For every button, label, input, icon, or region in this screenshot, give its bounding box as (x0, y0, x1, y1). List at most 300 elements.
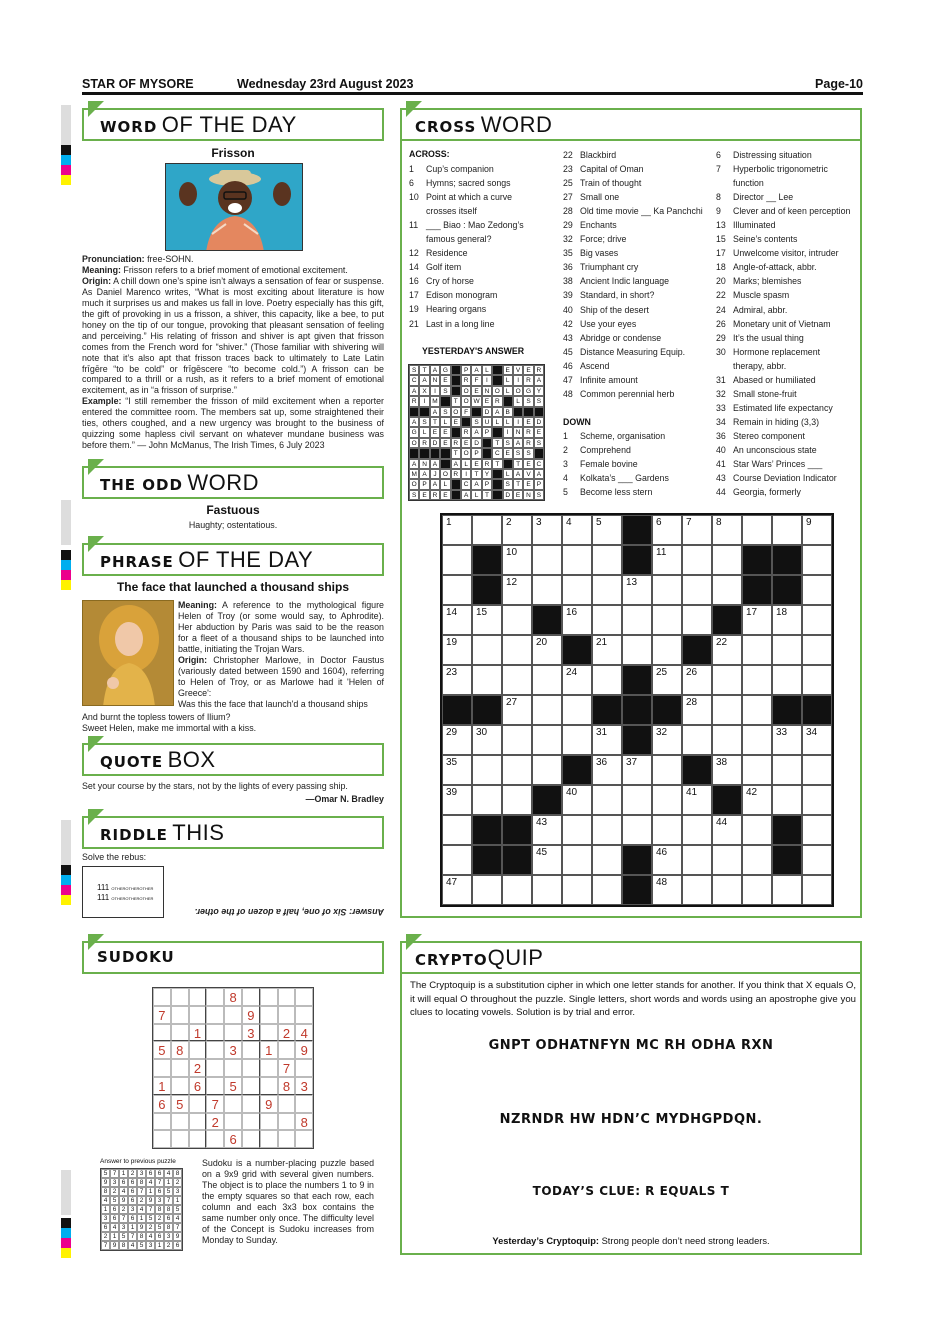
yesterday-letter: E (503, 365, 513, 375)
crossword-cell[interactable] (802, 815, 832, 845)
crossword-cell[interactable] (652, 575, 682, 605)
sudoku-empty-cell[interactable] (171, 988, 189, 1006)
crossword-cell[interactable] (682, 845, 712, 875)
sudoku-empty-cell[interactable] (153, 1130, 171, 1148)
crossword-cell[interactable] (442, 785, 472, 815)
sudoku-empty-cell[interactable] (224, 1059, 242, 1077)
crossword-cell[interactable] (532, 875, 562, 905)
sudoku-empty-cell[interactable] (206, 1041, 224, 1059)
sudoku-empty-cell[interactable] (260, 1006, 278, 1024)
crossword-cell[interactable] (532, 665, 562, 695)
crossword-cell[interactable] (472, 755, 502, 785)
crossword-cell[interactable] (652, 515, 682, 545)
crossword-cell[interactable] (562, 815, 592, 845)
sudoku-empty-cell[interactable] (206, 1130, 224, 1148)
print-mark (61, 560, 71, 570)
yesterday-black (451, 386, 461, 396)
print-mark (61, 1228, 71, 1238)
crossword-cell[interactable] (442, 515, 472, 545)
solution-cell: 2 (119, 1205, 128, 1214)
crossword-cell[interactable] (562, 785, 592, 815)
crossword-cell[interactable] (772, 635, 802, 665)
sudoku-empty-cell[interactable] (224, 1024, 242, 1042)
clue: 13 Illuminated (716, 220, 776, 231)
crossword-cell[interactable] (532, 845, 562, 875)
crossword-cell[interactable] (532, 575, 562, 605)
crossword-cell[interactable] (712, 695, 742, 725)
clue-number: 8 (716, 517, 722, 528)
crossword-cell[interactable] (562, 515, 592, 545)
clue: 18 Angle-of-attack, abbr. (716, 262, 817, 273)
crossword-cell[interactable] (622, 605, 652, 635)
sudoku-empty-cell[interactable] (242, 988, 260, 1006)
crossword-cell[interactable] (802, 545, 832, 575)
yesterday-black (409, 448, 419, 458)
crossword-cell[interactable] (472, 875, 502, 905)
yesterday-black (430, 448, 440, 458)
clue-number: 1 (446, 517, 452, 528)
yesterday-letter: P (482, 479, 492, 489)
sudoku-empty-cell[interactable] (206, 988, 224, 1006)
sudoku-empty-cell[interactable] (189, 1006, 207, 1024)
solution-cell: 4 (146, 1232, 155, 1241)
sudoku-empty-cell[interactable] (278, 988, 296, 1006)
sudoku-empty-cell[interactable] (189, 988, 207, 1006)
crossword-cell[interactable] (562, 605, 592, 635)
sudoku-empty-cell[interactable] (189, 1041, 207, 1059)
yesterday-letter: D (430, 438, 440, 448)
crossword-cell[interactable] (682, 515, 712, 545)
clue: 26 Monetary unit of Vietnam (716, 318, 831, 329)
crossword-cell[interactable] (652, 755, 682, 785)
yesterday-letter: I (419, 396, 429, 406)
crossword-cell[interactable] (772, 605, 802, 635)
clue: 47 Infinite amount (563, 374, 638, 385)
yesterday-letter: P (482, 427, 492, 437)
crossword-cell[interactable] (562, 845, 592, 875)
crossword-cell[interactable] (622, 785, 652, 815)
crossword-cell[interactable] (442, 815, 472, 845)
crossword-cell[interactable] (712, 875, 742, 905)
print-bar (61, 105, 71, 145)
clue-number: 34 (806, 727, 818, 738)
crossword-cell[interactable] (652, 605, 682, 635)
sudoku-empty-cell[interactable] (260, 1024, 278, 1042)
yesterday-black (419, 448, 429, 458)
odd-title: THE ODD WORD (100, 470, 260, 495)
crossword-cell[interactable] (712, 845, 742, 875)
sudoku-empty-cell[interactable] (278, 1113, 296, 1131)
crossword-cell[interactable] (742, 635, 772, 665)
crossword-cell[interactable] (772, 515, 802, 545)
crossword-cell[interactable] (442, 605, 472, 635)
crossword-cell[interactable] (502, 785, 532, 815)
crossword-cell[interactable] (652, 845, 682, 875)
phrase-body: Meaning: A reference to the mythological figure Helen of Troy (or some would say, to Aphrodite). Her abduction by Paris was said to be the reason for a fleet of a thousand ships to be launched into battle, initiating the Trojan Wars. Origin: Christopher Marlowe, in Doctor Faustus (variously dated between 1590 and 1604), referring to Helen of Troy, or as Marlowe had it 'Helen of Greece': Was this the face that launch'd a thousand ships (178, 600, 385, 709)
crossword-cell[interactable] (532, 695, 562, 725)
sudoku-empty-cell[interactable] (171, 1059, 189, 1077)
sudoku-empty-cell[interactable] (242, 1095, 260, 1113)
clue: 10 Point at which a curve (409, 192, 513, 203)
solution-cell: 4 (101, 1196, 110, 1205)
crossword-cell[interactable] (562, 875, 592, 905)
black-square (502, 815, 532, 845)
crossword-cell[interactable] (652, 545, 682, 575)
yesterday-letter: A (534, 469, 544, 479)
yesterday-black (492, 490, 502, 500)
sudoku-given: 2 (278, 1024, 296, 1042)
crossword-cell[interactable] (532, 815, 562, 845)
solution-cell: 6 (128, 1214, 137, 1223)
crossword-cell[interactable] (502, 575, 532, 605)
sudoku-empty-cell[interactable] (260, 988, 278, 1006)
yesterday-letter: A (430, 459, 440, 469)
crossword-cell[interactable] (802, 845, 832, 875)
crossword-cell[interactable] (802, 575, 832, 605)
clue-number: 3 (536, 517, 542, 528)
sudoku-empty-cell[interactable] (242, 1041, 260, 1059)
crossword-cell[interactable] (502, 635, 532, 665)
crossword-cell[interactable] (802, 755, 832, 785)
sudoku-empty-cell[interactable] (206, 1006, 224, 1024)
crossword-cell[interactable] (502, 545, 532, 575)
sudoku-given: 3 (295, 1077, 313, 1095)
crossword-cell[interactable] (592, 755, 622, 785)
yesterday-letter: A (430, 407, 440, 417)
yesterday-letter: A (471, 365, 481, 375)
crossword-cell[interactable] (712, 665, 742, 695)
clue: 46 Ascend (563, 360, 610, 371)
sudoku-empty-cell[interactable] (278, 1006, 296, 1024)
sudoku-empty-cell[interactable] (295, 988, 313, 1006)
crossword-cell[interactable] (802, 515, 832, 545)
yesterday-black (461, 417, 471, 427)
sudoku-empty-cell[interactable] (278, 1095, 296, 1113)
clue: 9 Clever and of keen perception (716, 206, 851, 217)
yesterday-letter: A (409, 459, 419, 469)
yesterday-letter: E (440, 375, 450, 385)
yesterday-black (451, 375, 461, 385)
sudoku-empty-cell[interactable] (278, 1130, 296, 1148)
yesterday-letter: E (440, 438, 450, 448)
yesterday-letter: R (451, 438, 461, 448)
clue-number: 4 (566, 517, 572, 528)
yesterday-black (451, 479, 461, 489)
clue-number: 41 (686, 787, 698, 798)
crossword-cell[interactable] (802, 725, 832, 755)
yesterday-letter: S (440, 386, 450, 396)
crossword-cell[interactable] (652, 815, 682, 845)
solution-cell: 6 (155, 1169, 164, 1178)
black-square (622, 875, 652, 905)
crossword-cell[interactable] (442, 845, 472, 875)
solution-cell: 2 (155, 1214, 164, 1223)
crossword-cell[interactable] (742, 605, 772, 635)
crossword-cell[interactable] (742, 845, 772, 875)
sudoku-empty-cell[interactable] (189, 1130, 207, 1148)
clue-number: 26 (686, 667, 698, 678)
crossword-cell[interactable] (502, 695, 532, 725)
crossword-cell[interactable] (772, 785, 802, 815)
sudoku-empty-cell[interactable] (171, 1113, 189, 1131)
clue: 35 Big vases (563, 248, 619, 259)
crossword-cell[interactable] (592, 785, 622, 815)
crossword-cell[interactable] (742, 665, 772, 695)
crossword-cell[interactable] (592, 875, 622, 905)
crossword-cell[interactable] (532, 515, 562, 545)
black-square (622, 665, 652, 695)
yesterday-letter: N (513, 427, 523, 437)
crossword-cell[interactable] (742, 725, 772, 755)
sudoku-empty-cell[interactable] (242, 1130, 260, 1148)
yesterday-letter: C (534, 459, 544, 469)
crossword-cell[interactable] (472, 725, 502, 755)
crossword-cell[interactable] (532, 545, 562, 575)
crossword-cell[interactable] (682, 785, 712, 815)
clue-number: 35 (446, 757, 458, 768)
quote-title: QUOTE BOX (100, 747, 216, 772)
yesterday-letter: A (492, 407, 502, 417)
sudoku-empty-cell[interactable] (153, 988, 171, 1006)
crossword-cell[interactable] (802, 605, 832, 635)
crossword-cell[interactable] (712, 575, 742, 605)
crossword-cell[interactable] (592, 515, 622, 545)
crossword-cell[interactable] (562, 695, 592, 725)
crossword-cell[interactable] (682, 725, 712, 755)
yesterday-letter: G (409, 427, 419, 437)
crossword-cell[interactable] (682, 875, 712, 905)
black-square (532, 605, 562, 635)
crossword-cell[interactable] (502, 875, 532, 905)
solution-cell: 7 (155, 1178, 164, 1187)
sudoku-empty-cell[interactable] (171, 1077, 189, 1095)
solution-cell: 5 (155, 1223, 164, 1232)
crossword-cell[interactable] (682, 665, 712, 695)
crossword-cell[interactable] (742, 515, 772, 545)
crossword-cell[interactable] (622, 815, 652, 845)
solution-cell: 3 (137, 1169, 146, 1178)
crossword-cell[interactable] (712, 725, 742, 755)
solution-cell: 5 (173, 1205, 182, 1214)
crossword-cell[interactable] (802, 635, 832, 665)
sudoku-empty-cell[interactable] (260, 1059, 278, 1077)
crossword-cell[interactable] (772, 875, 802, 905)
crossword-cell[interactable] (472, 665, 502, 695)
crossword-cell[interactable] (442, 875, 472, 905)
crossword-cell[interactable] (562, 545, 592, 575)
yesterday-letter: O (461, 396, 471, 406)
sudoku-empty-cell[interactable] (224, 1113, 242, 1131)
yesterday-letter: S (419, 417, 429, 427)
clue: 30 Hormone replacement (716, 346, 821, 357)
sudoku-empty-cell[interactable] (224, 1095, 242, 1113)
crossword-cell[interactable] (592, 635, 622, 665)
crossword-cell[interactable] (442, 635, 472, 665)
crossword-cell[interactable] (532, 755, 562, 785)
crossword-cell[interactable] (592, 815, 622, 845)
sudoku-grid[interactable] (152, 987, 314, 1149)
sudoku-empty-cell[interactable] (153, 1113, 171, 1131)
crossword-cell[interactable] (682, 545, 712, 575)
crossword-cell[interactable] (592, 845, 622, 875)
solution-cell: 2 (101, 1232, 110, 1241)
yesterday-letter: L (503, 375, 513, 385)
crossword-cell[interactable] (712, 635, 742, 665)
clue: 21 Last in a long line (409, 318, 495, 329)
sudoku-given: 7 (206, 1095, 224, 1113)
crossword-cell[interactable] (592, 665, 622, 695)
sudoku-empty-cell[interactable] (189, 1113, 207, 1131)
solution-cell: 6 (101, 1223, 110, 1232)
clue: 16 Cry of horse (409, 276, 474, 287)
crossword-cell[interactable] (742, 815, 772, 845)
sudoku-empty-cell[interactable] (171, 1024, 189, 1042)
crossword-cell[interactable] (472, 605, 502, 635)
crossword-cell[interactable] (742, 755, 772, 785)
sudoku-empty-cell[interactable] (206, 1059, 224, 1077)
sudoku-empty-cell[interactable] (206, 1077, 224, 1095)
crossword-cell[interactable] (442, 575, 472, 605)
sudoku-empty-cell[interactable] (242, 1077, 260, 1095)
sudoku-empty-cell[interactable] (153, 1059, 171, 1077)
crossword-cell[interactable] (502, 755, 532, 785)
crossword-cell[interactable] (442, 755, 472, 785)
yesterday-letter: L (503, 469, 513, 479)
crossword-cell[interactable] (682, 575, 712, 605)
solution-cell: 7 (101, 1241, 110, 1250)
issue-date: Wednesday 23rd August 2023 (237, 77, 414, 91)
crossword-cell[interactable] (712, 515, 742, 545)
crossword-cell[interactable] (502, 605, 532, 635)
sudoku-empty-cell[interactable] (171, 1006, 189, 1024)
solution-cell: 2 (173, 1178, 182, 1187)
sudoku-empty-cell[interactable] (295, 1130, 313, 1148)
sudoku-empty-cell[interactable] (242, 1059, 260, 1077)
yesterday-letter: E (461, 438, 471, 448)
crossword-cell[interactable] (802, 665, 832, 695)
sudoku-empty-cell[interactable] (260, 1077, 278, 1095)
sudoku-empty-cell[interactable] (189, 1095, 207, 1113)
sudoku-empty-cell[interactable] (224, 1006, 242, 1024)
crossword-cell[interactable] (562, 575, 592, 605)
crossword-cell[interactable] (472, 635, 502, 665)
clue-number: 11 (656, 547, 667, 558)
solution-cell: 6 (128, 1187, 137, 1196)
sudoku-empty-cell[interactable] (260, 1113, 278, 1131)
yesterday-letter: O (461, 448, 471, 458)
crossword-cell[interactable] (592, 575, 622, 605)
crossword-cell[interactable] (742, 875, 772, 905)
clue-number: 38 (716, 757, 728, 768)
crossword-cell[interactable] (712, 545, 742, 575)
sudoku-empty-cell[interactable] (278, 1041, 296, 1059)
crossword-cell[interactable] (592, 605, 622, 635)
black-square (472, 545, 502, 575)
crossword-cell[interactable] (712, 755, 742, 785)
sudoku-empty-cell[interactable] (242, 1113, 260, 1131)
clue: 19 Hearing organs (409, 304, 487, 315)
clue-number: 19 (446, 637, 458, 648)
crossword-cell[interactable] (652, 875, 682, 905)
crossword-cell[interactable] (652, 785, 682, 815)
sudoku-empty-cell[interactable] (295, 1006, 313, 1024)
crossword-cell[interactable] (562, 725, 592, 755)
yesterday-black (534, 448, 544, 458)
sudoku-empty-cell[interactable] (171, 1130, 189, 1148)
crossword-cell[interactable] (682, 605, 712, 635)
crossword-cell[interactable] (772, 725, 802, 755)
clue-number: 27 (506, 697, 518, 708)
clue: 28 Old time movie __ Ka Panchchi (563, 206, 703, 217)
clue-number: 9 (806, 517, 812, 528)
crossword-cell[interactable] (502, 515, 532, 545)
crossword-cell[interactable] (592, 725, 622, 755)
yesterday-letter: A (534, 375, 544, 385)
clue-number: 45 (536, 847, 548, 858)
crossword-cell[interactable] (622, 635, 652, 665)
yesterday-letter: N (523, 490, 533, 500)
crossword-cell[interactable] (442, 545, 472, 575)
wotd-photo (165, 163, 303, 251)
sudoku-given: 3 (224, 1041, 242, 1059)
crossword-cell[interactable] (682, 815, 712, 845)
crossword-cell[interactable] (472, 515, 502, 545)
yesterday-black (419, 407, 429, 417)
crossword-grid[interactable] (440, 513, 834, 907)
clue: therapy, abbr. (733, 360, 787, 371)
crossword-cell[interactable] (772, 665, 802, 695)
crossword-cell[interactable] (652, 635, 682, 665)
sudoku-empty-cell[interactable] (153, 1024, 171, 1042)
solution-cell: 3 (164, 1232, 173, 1241)
crossword-cell[interactable] (772, 755, 802, 785)
sudoku-empty-cell[interactable] (295, 1059, 313, 1077)
crossword-cell[interactable] (742, 695, 772, 725)
crossword-cell[interactable] (622, 755, 652, 785)
crossword-cell[interactable] (652, 725, 682, 755)
crossword-cell[interactable] (502, 725, 532, 755)
crossword-cell[interactable] (442, 725, 472, 755)
crossword-cell[interactable] (532, 725, 562, 755)
yesterday-letter: A (419, 469, 429, 479)
crossword-cell[interactable] (802, 785, 832, 815)
crossword-cell[interactable] (592, 545, 622, 575)
clue-number: 21 (596, 637, 608, 648)
crossword-cell[interactable] (502, 665, 532, 695)
crossword-cell[interactable] (742, 785, 772, 815)
crossword-cell[interactable] (562, 665, 592, 695)
clue: crosses itself (426, 206, 477, 217)
crossword-cell[interactable] (532, 635, 562, 665)
crossword-cell[interactable] (682, 695, 712, 725)
clue: 1 Cup’s companion (409, 164, 494, 174)
crossword-cell[interactable] (652, 665, 682, 695)
crossword-cell[interactable] (802, 875, 832, 905)
yesterday-black (492, 469, 502, 479)
sudoku-empty-cell[interactable] (206, 1024, 224, 1042)
crossword-cell[interactable] (712, 815, 742, 845)
crossword-cell[interactable] (622, 575, 652, 605)
sudoku-empty-cell[interactable] (260, 1130, 278, 1148)
yesterday-black (471, 407, 481, 417)
cipher-line-2: NZRNDR HW HDN’C MYDHGPDQN. (499, 1112, 763, 1127)
crossword-cell[interactable] (472, 785, 502, 815)
quote-author: —Omar N. Bradley (305, 794, 384, 804)
clue-number: 18 (776, 607, 788, 618)
crossword-cell[interactable] (442, 665, 472, 695)
solution-cell: 1 (119, 1169, 128, 1178)
sudoku-empty-cell[interactable] (295, 1095, 313, 1113)
